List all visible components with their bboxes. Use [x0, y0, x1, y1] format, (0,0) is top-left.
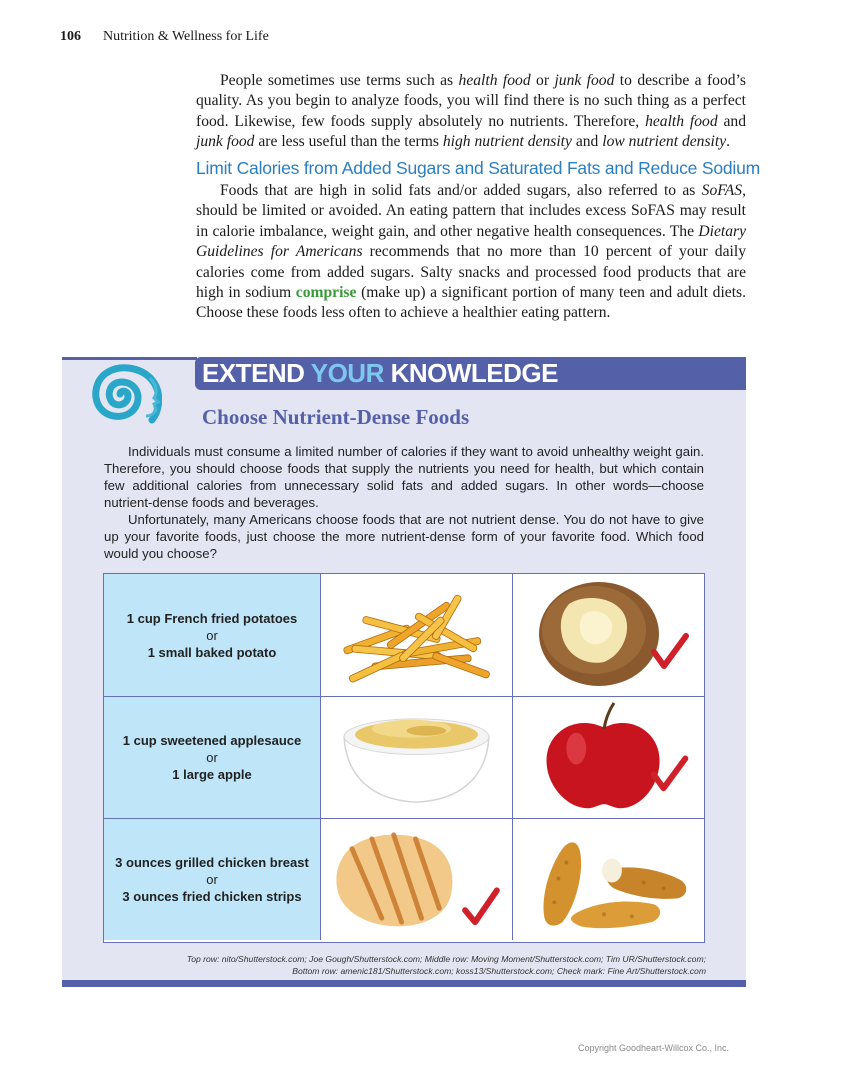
extend-title: Choose Nutrient-Dense Foods	[202, 405, 470, 429]
table-row	[104, 696, 704, 818]
extend-knowledge-panel	[62, 357, 746, 987]
applesauce-bowl-image	[322, 697, 513, 818]
copyright-notice: Copyright Goodheart-Willcox Co., Inc.	[578, 1043, 730, 1053]
fried-chicken-strips-image	[514, 819, 704, 940]
book-title: Nutrition & Wellness for Life	[103, 29, 269, 44]
table-row	[104, 818, 704, 940]
choice-label: 1 cup French fried potatoes or 1 small baked potato	[104, 574, 321, 696]
check-mark-icon	[465, 890, 497, 922]
extend-body-p1: Individuals must consume a limited number of calories if they want to avoid unhealthy weight gain. Therefore, you should choose foods that supply the nutrients you need for health, but which contain few additional calories from unnecessary solid fats and added sugars. In other words—choose nutrient-dense foods and beverages.	[104, 444, 704, 510]
red-apple-image	[514, 697, 704, 818]
choice-label: 1 cup sweetened applesauce or 1 large apple	[104, 697, 321, 818]
table-row	[104, 574, 704, 696]
section-subheading: Limit Calories from Added Sugars and Saturated Fats and Reduce Sodium	[196, 158, 761, 178]
vocab-term: comprise	[295, 284, 357, 302]
intro-paragraph: People sometimes use terms such as health food or junk food to describe a food’s quality. As you begin to analyze foods, you will find there is no such thing as a perfect food. Likewise, few foods supply absolutely no nutrients. Therefore, health food and junk food are less useful than the terms high nutrient density and low nutrient density.	[196, 72, 746, 151]
extend-banner	[195, 357, 746, 390]
choice-label: 3 ounces grilled chicken breast or 3 ounces fried chicken strips	[104, 819, 321, 940]
banner-title: EXTEND YOUR KNOWLEDGE	[202, 358, 558, 388]
panel-top-rule	[62, 357, 197, 360]
page-number: 106	[60, 29, 81, 44]
extend-body-p2: Unfortunately, many Americans choose foods that are not nutrient dense. You do not have to give up your favorite foods, just choose the more nutrient-dense form of your favorite food. Which food would you choose?	[104, 512, 704, 561]
check-mark-icon	[654, 636, 686, 666]
panel-bottom-rule	[62, 980, 746, 987]
extend-body	[104, 443, 704, 562]
sofas-paragraph: Foods that are high in solid fats and/or added sugars, also referred to as SoFAS, should be limited or avoided. An eating pattern that includes excess SoFAS may result in calorie imbalance, weight gain, and other negative health consequences. The Dietary Guidelines for Americans recommends that no more than 10 percent of your daily calories come from added sugars. Salty snacks and processed food products that are high in sodium comprise (make up) a significant portion of many teen and adult diets. Choose these foods less often to achieve a healthier eating pattern.	[196, 182, 747, 322]
photo-credits: Top row: nito/Shutterstock.com; Joe Gough/Shutterstock.com; Middle row: Moving Moment/Shutterstock.com; Tim UR/Shutterstock.com; Bottom row: amenic181/Shutterstock.com; koss13/Shutterstock.com; Check mark: Fine Art/Shutterstock.com	[186, 954, 706, 976]
food-choice-table	[103, 573, 705, 943]
baked-potato-image	[514, 574, 704, 696]
french-fries-image	[322, 574, 513, 696]
spiral-head-logo-icon	[90, 362, 162, 426]
page-header	[60, 29, 269, 45]
grilled-chicken-image	[322, 819, 513, 940]
